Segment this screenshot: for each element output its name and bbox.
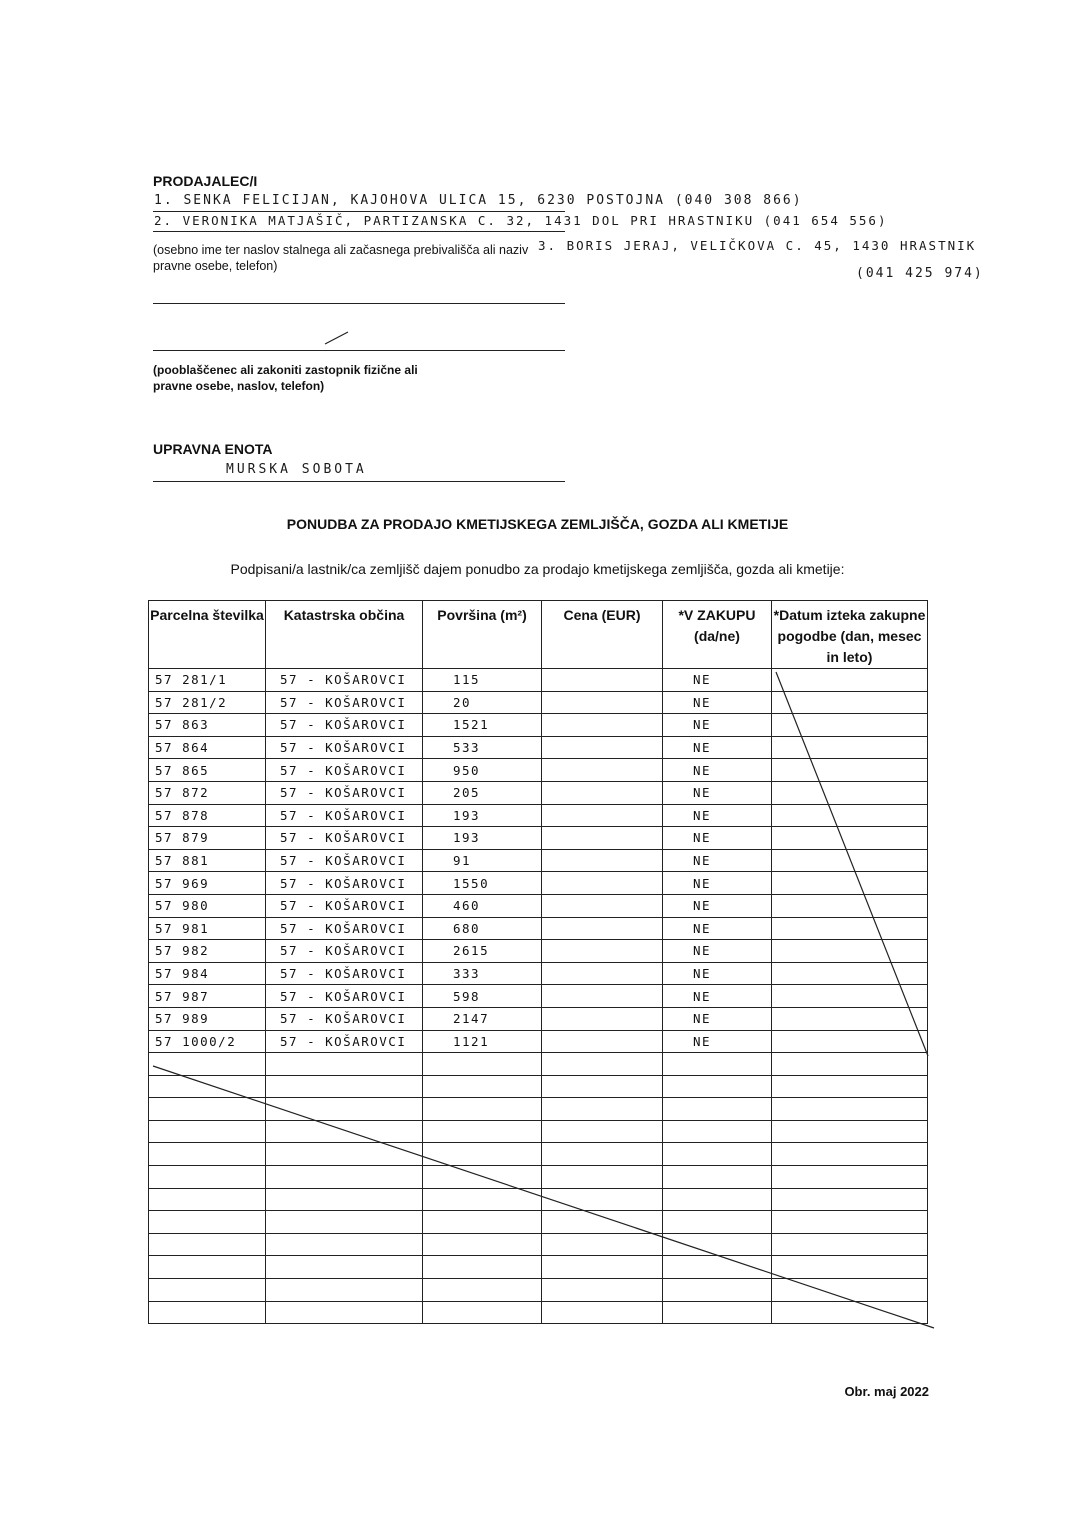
cell-co: 57 - KOŠAROVCI [266, 759, 423, 782]
cell-expiry [772, 985, 928, 1008]
cell-price [542, 849, 663, 872]
cell-area [423, 1098, 542, 1121]
cell-area [423, 1279, 542, 1302]
cell-area: 20 [423, 691, 542, 714]
table-row [149, 827, 928, 850]
cell-area: 205 [423, 781, 542, 804]
cell-price [542, 669, 663, 692]
cell-area [423, 1211, 542, 1234]
cell-parcel [149, 1053, 266, 1076]
cell-co [266, 1279, 423, 1302]
cell-expiry [772, 1256, 928, 1279]
representative-line [153, 350, 565, 351]
table-row [149, 1120, 928, 1143]
cell-parcel [149, 1256, 266, 1279]
cell-co: 57 - KOŠAROVCI [266, 827, 423, 850]
cell-price [542, 1256, 663, 1279]
cell-parcel [149, 1120, 266, 1143]
cell-lease: NE [663, 962, 772, 985]
cell-parcel: 57 989 [149, 1007, 266, 1030]
cell-co: 57 - KOŠAROVCI [266, 736, 423, 759]
cell-expiry [772, 669, 928, 692]
cell-parcel: 57 865 [149, 759, 266, 782]
table-row [149, 736, 928, 759]
cell-expiry [772, 917, 928, 940]
cell-area [423, 1188, 542, 1211]
cell-lease: NE [663, 872, 772, 895]
cell-area: 1550 [423, 872, 542, 895]
cell-co: 57 - KOŠAROVCI [266, 849, 423, 872]
table-row [149, 985, 928, 1008]
cell-price [542, 1301, 663, 1324]
cell-parcel: 57 281/1 [149, 669, 266, 692]
table-row [149, 1007, 928, 1030]
cell-co: 57 - KOŠAROVCI [266, 940, 423, 963]
cell-area [423, 1233, 542, 1256]
cell-price [542, 759, 663, 782]
cell-lease [663, 1120, 772, 1143]
cell-price [542, 1075, 663, 1098]
cell-lease: NE [663, 804, 772, 827]
table-row [149, 714, 928, 737]
cell-co [266, 1188, 423, 1211]
cell-expiry [772, 872, 928, 895]
cell-parcel: 57 980 [149, 894, 266, 917]
table-row [149, 894, 928, 917]
cell-parcel: 57 872 [149, 781, 266, 804]
cell-area [423, 1075, 542, 1098]
cell-parcel: 57 881 [149, 849, 266, 872]
cell-price [542, 1053, 663, 1076]
cell-lease [663, 1075, 772, 1098]
cell-area: 115 [423, 669, 542, 692]
table-row [149, 1279, 928, 1302]
cell-price [542, 1166, 663, 1189]
cell-price [542, 962, 663, 985]
cell-price [542, 872, 663, 895]
cell-lease: NE [663, 736, 772, 759]
table-row [149, 1211, 928, 1234]
cell-expiry [772, 1166, 928, 1189]
cell-lease: NE [663, 691, 772, 714]
cell-area: 193 [423, 827, 542, 850]
cell-expiry [772, 1188, 928, 1211]
cell-area: 460 [423, 894, 542, 917]
seller-line-1: 1. SENKA FELICIJAN, KAJOHOVA ULICA 15, 6230 POSTOJNA (040 308 866) [154, 193, 803, 208]
header-expiry: *Datum izteka zakupne pogodbe (dan, mesec in leto) [772, 601, 928, 669]
cell-price [542, 1098, 663, 1121]
cell-co: 57 - KOŠAROVCI [266, 714, 423, 737]
table-row [149, 1166, 928, 1189]
cell-lease [663, 1233, 772, 1256]
table-row [149, 669, 928, 692]
cell-price [542, 827, 663, 850]
seller-underline-1 [153, 211, 565, 212]
cell-parcel [149, 1233, 266, 1256]
cell-co [266, 1256, 423, 1279]
table-row [149, 962, 928, 985]
table-row [149, 781, 928, 804]
cell-expiry [772, 1007, 928, 1030]
cell-parcel [149, 1075, 266, 1098]
table-row [149, 849, 928, 872]
cell-parcel: 57 878 [149, 804, 266, 827]
cell-lease: NE [663, 917, 772, 940]
cell-expiry [772, 759, 928, 782]
seller-underline-2 [153, 231, 565, 232]
cell-expiry [772, 962, 928, 985]
cell-price [542, 1279, 663, 1302]
cell-lease [663, 1143, 772, 1166]
cell-price [542, 1007, 663, 1030]
cell-expiry [772, 1120, 928, 1143]
cell-price [542, 985, 663, 1008]
cell-lease: NE [663, 894, 772, 917]
cell-co: 57 - KOŠAROVCI [266, 872, 423, 895]
cell-co: 57 - KOŠAROVCI [266, 691, 423, 714]
cell-lease [663, 1256, 772, 1279]
cell-co: 57 - KOŠAROVCI [266, 1030, 423, 1053]
seller-line-2: 2. VERONIKA MATJAŠIČ, PARTIZANSKA C. 32, 1431 DOL PRI HRASTNIKU (041 654 556) [154, 213, 888, 228]
header-cadastral: Katastrska občina [266, 601, 423, 669]
cell-lease: NE [663, 985, 772, 1008]
cell-lease: NE [663, 849, 772, 872]
table-row [149, 691, 928, 714]
cell-parcel: 57 982 [149, 940, 266, 963]
cell-lease [663, 1301, 772, 1324]
form-version: Obr. maj 2022 [844, 1384, 929, 1399]
cell-area: 2147 [423, 1007, 542, 1030]
cell-expiry [772, 691, 928, 714]
form-intro: Podpisani/a lastnik/ca zemljišč dajem ponudbo za prodajo kmetijskega zemljišča, gozda ali kmetije: [230, 561, 845, 577]
seller-blank-line [153, 303, 565, 304]
cell-co: 57 - KOŠAROVCI [266, 1007, 423, 1030]
cell-co: 57 - KOŠAROVCI [266, 894, 423, 917]
parcel-table [148, 600, 928, 1324]
cell-area [423, 1256, 542, 1279]
cell-expiry [772, 1233, 928, 1256]
header-lease: *V ZAKUPU (da/ne) [663, 601, 772, 669]
table-row [149, 1030, 928, 1053]
header-price: Cena (EUR) [542, 601, 663, 669]
cell-co [266, 1053, 423, 1076]
table-row [149, 1143, 928, 1166]
cell-expiry [772, 827, 928, 850]
cell-co: 57 - KOŠAROVCI [266, 917, 423, 940]
cell-lease: NE [663, 827, 772, 850]
cell-co [266, 1143, 423, 1166]
cell-co: 57 - KOŠAROVCI [266, 669, 423, 692]
cell-price [542, 1211, 663, 1234]
cell-expiry [772, 714, 928, 737]
cell-area: 2615 [423, 940, 542, 963]
cell-price [542, 1030, 663, 1053]
admin-unit-line [153, 481, 565, 482]
cell-area: 1121 [423, 1030, 542, 1053]
cell-co [266, 1098, 423, 1121]
cell-price [542, 917, 663, 940]
cell-area: 1521 [423, 714, 542, 737]
cell-expiry [772, 804, 928, 827]
cell-lease: NE [663, 781, 772, 804]
cell-area: 598 [423, 985, 542, 1008]
cell-area [423, 1053, 542, 1076]
cell-co: 57 - KOŠAROVCI [266, 804, 423, 827]
cell-price [542, 1233, 663, 1256]
cell-area [423, 1143, 542, 1166]
cell-area [423, 1166, 542, 1189]
cell-parcel: 57 987 [149, 985, 266, 1008]
cell-expiry [772, 781, 928, 804]
table-header-row [149, 601, 928, 669]
form-title: PONUDBA ZA PRODAJO KMETIJSKEGA ZEMLJIŠČA, GOZDA ALI KMETIJE [286, 516, 789, 532]
cell-lease: NE [663, 940, 772, 963]
table-row [149, 917, 928, 940]
cell-expiry [772, 1279, 928, 1302]
cell-price [542, 1188, 663, 1211]
cell-expiry [772, 1301, 928, 1324]
cell-parcel [149, 1188, 266, 1211]
cell-expiry [772, 1211, 928, 1234]
table-row [149, 804, 928, 827]
table-row [149, 1188, 928, 1211]
cell-lease: NE [663, 1030, 772, 1053]
cell-lease: NE [663, 669, 772, 692]
cell-co [266, 1075, 423, 1098]
cell-co: 57 - KOŠAROVCI [266, 985, 423, 1008]
table-row [149, 1233, 928, 1256]
cell-parcel: 57 984 [149, 962, 266, 985]
seller-line-4: (041 425 974) [856, 266, 984, 281]
cell-co [266, 1211, 423, 1234]
cell-parcel [149, 1301, 266, 1324]
cell-price [542, 804, 663, 827]
cell-parcel [149, 1166, 266, 1189]
header-parcel: Parcelna številka [149, 601, 266, 669]
table-row [149, 1256, 928, 1279]
cell-lease [663, 1053, 772, 1076]
cell-area [423, 1120, 542, 1143]
cell-expiry [772, 940, 928, 963]
admin-unit-heading: UPRAVNA ENOTA [153, 441, 273, 457]
cell-parcel [149, 1143, 266, 1166]
cell-parcel: 57 1000/2 [149, 1030, 266, 1053]
cell-price [542, 781, 663, 804]
cell-expiry [772, 1143, 928, 1166]
cell-price [542, 691, 663, 714]
cell-expiry [772, 849, 928, 872]
cell-lease [663, 1166, 772, 1189]
cell-parcel: 57 863 [149, 714, 266, 737]
cell-parcel [149, 1211, 266, 1234]
cell-parcel: 57 281/2 [149, 691, 266, 714]
table-row [149, 1053, 928, 1076]
cell-lease: NE [663, 759, 772, 782]
cell-parcel [149, 1279, 266, 1302]
cell-price [542, 736, 663, 759]
cell-parcel [149, 1098, 266, 1121]
cell-area: 91 [423, 849, 542, 872]
cell-expiry [772, 1075, 928, 1098]
cell-co: 57 - KOŠAROVCI [266, 962, 423, 985]
seller-line-3: 3. BORIS JERAJ, VELIČKOVA C. 45, 1430 HRASTNIK [538, 238, 977, 253]
cell-co [266, 1301, 423, 1324]
seller-caption: (osebno ime ter naslov stalnega ali začasnega prebivališča ali naziv pravne osebe, telefon) [153, 243, 529, 273]
cell-lease [663, 1188, 772, 1211]
representative-slash [325, 332, 348, 344]
cell-price [542, 1120, 663, 1143]
cell-area: 950 [423, 759, 542, 782]
cell-co [266, 1233, 423, 1256]
cell-lease: NE [663, 1007, 772, 1030]
cell-parcel: 57 879 [149, 827, 266, 850]
cell-area: 680 [423, 917, 542, 940]
table-row [149, 940, 928, 963]
cell-lease [663, 1279, 772, 1302]
cell-parcel: 57 864 [149, 736, 266, 759]
cell-area: 333 [423, 962, 542, 985]
cell-area [423, 1301, 542, 1324]
cell-area: 193 [423, 804, 542, 827]
cell-price [542, 714, 663, 737]
seller-heading: PRODAJALEC/I [153, 173, 258, 189]
cell-co [266, 1166, 423, 1189]
table-row [149, 1301, 928, 1324]
admin-unit-value: MURSKA SOBOTA [226, 462, 367, 477]
cell-parcel: 57 969 [149, 872, 266, 895]
cell-expiry [772, 894, 928, 917]
cell-expiry [772, 1098, 928, 1121]
cell-expiry [772, 736, 928, 759]
cell-co [266, 1120, 423, 1143]
cell-area: 533 [423, 736, 542, 759]
header-area: Površina (m²) [423, 601, 542, 669]
cell-expiry [772, 1053, 928, 1076]
cell-expiry [772, 1030, 928, 1053]
cell-price [542, 1143, 663, 1166]
cell-price [542, 894, 663, 917]
cell-lease [663, 1211, 772, 1234]
cell-parcel: 57 981 [149, 917, 266, 940]
cell-price [542, 940, 663, 963]
representative-caption: (pooblaščenec ali zakoniti zastopnik fizične ali pravne osebe, naslov, telefon) [153, 363, 418, 393]
cell-lease [663, 1098, 772, 1121]
cell-lease: NE [663, 714, 772, 737]
table-row [149, 872, 928, 895]
table-row [149, 1098, 928, 1121]
table-row [149, 759, 928, 782]
table-row [149, 1075, 928, 1098]
cell-co: 57 - KOŠAROVCI [266, 781, 423, 804]
